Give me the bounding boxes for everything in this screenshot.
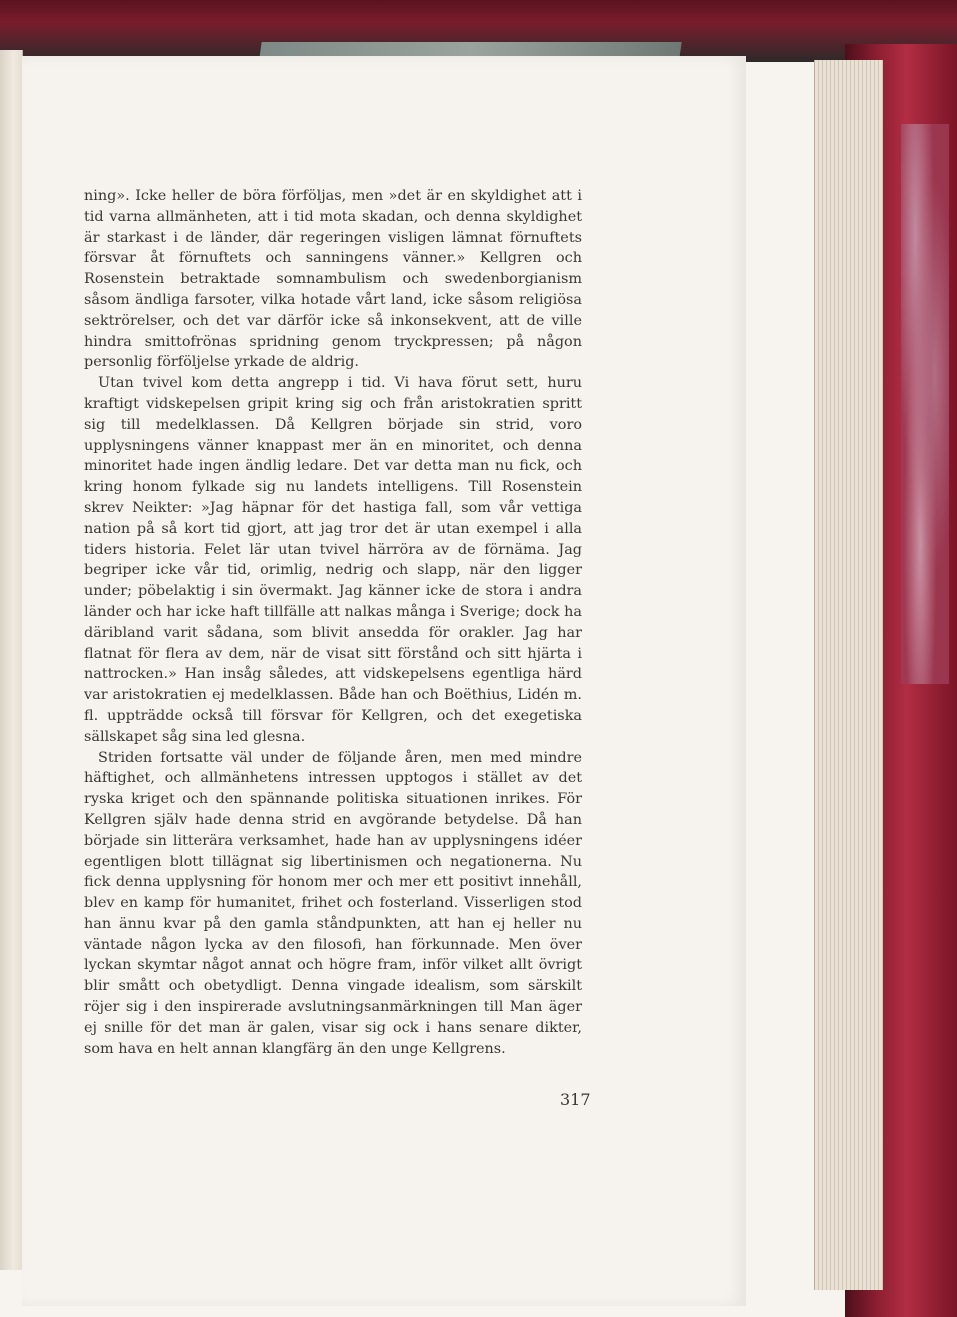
book-top-cover [0,0,957,62]
page-text [84,186,582,1059]
left-page-edge [0,50,23,1270]
paragraph-2: Utan tvivel kom detta angrepp i tid. Vi hava förut sett, huru kraftigt vidskepelsen gripit kring sig och från aristokratien spritt sig till medelklassen. Då Kellgren började sin strid, voro upplysningens vänner knappast mer än en minoritet, och denna minoritet hade ingen ändlig ledare. Det var detta man nu fick, och kring honom fylkade sig nu landets intelligens. Till Rosenstein skrev Neikter: »Jag häpnar för det hastiga fall, som vår vettiga nation på så kort tid gjort, att jag tror det är utan exempel i alla tiders historia. Felet lär utan tvivel härröra av de förnäma. Jag begriper icke vår tid, orimlig, nedrig och slapp, när den ligger under; pöbelaktig i sin övermakt. Jag känner icke de stora i andra länder och har icke haft tillfälle att nalkas många i Sverige; dock ha däribland varit sådana, som blivit ansedda för orakler. Jag har flatnat för flera av dem, när de visat sitt förstånd och sitt hjärta i nattrocken.» Han insåg således, att vidskepelsens egentliga härd var aristokratien ej medelklassen. Både han och Boëthius, Lidén m. fl. uppträdde också till försvar för Kellgren, och det exegetiska sällskapet såg sina led glesna. [84,375,582,745]
page-number: 317 [560,1090,591,1109]
page-stack-edges [814,60,883,1290]
marbled-endpaper [901,124,949,684]
paragraph-1: ning». Icke heller de böra förföljas, men »det är en skyldighet att i tid varna allmänheten, att i tid mota skadan, och denna skyldighet är starkast i de länder, där regeringen visligen lämnat förnuftets försvar åt förnuftets och sanningens vänner.» Kellgren och Rosenstein betraktade somnambulism och swedenborgianism såsom ändliga farsoter, vilka hotade vårt land, icke såsom religiösa sektrörelser, och det var därför icke så inkonsekvent, att de ville hindra smittofrönas spridning genom tryckpressen; på någon personlig förföljelse yrkade de aldrig. [84,188,582,371]
book-page [22,56,746,1306]
paragraph-3: Striden fortsatte väl under de följande åren, men med mindre häftighet, och allmänhetens intressen upptogos i stället av det ryska kriget och den spännande politiska situationen inrikes. För Kellgren själv hade denna strid en avgörande betydelse. Då han började sin litterära verksamhet, hade han av upplysningens idéer egentligen blott tillägnat sig libertinismen och negationerna. Nu fick denna upplysning för honom mer och mer ett positivt innehåll, blev en kamp för humanitet, frihet och fosterland. Visserligen stod han ännu kvar på den gamla ståndpunkten, att han ej heller nu väntade någon lycka av den filosofi, han förkunnade. Men över lyckan skymtar något annat och högre fram, inför vilket allt övrigt blir smått och obetydligt. Denna vingade idealism, som särskilt röjer sig i den inspirerade avslutningsanmärkningen till Man äger ej snille för det man är galen, visar sig ock i hans senare dikter, som hava en helt annan klangfärg än den unge Kellgrens. [84,749,582,1057]
